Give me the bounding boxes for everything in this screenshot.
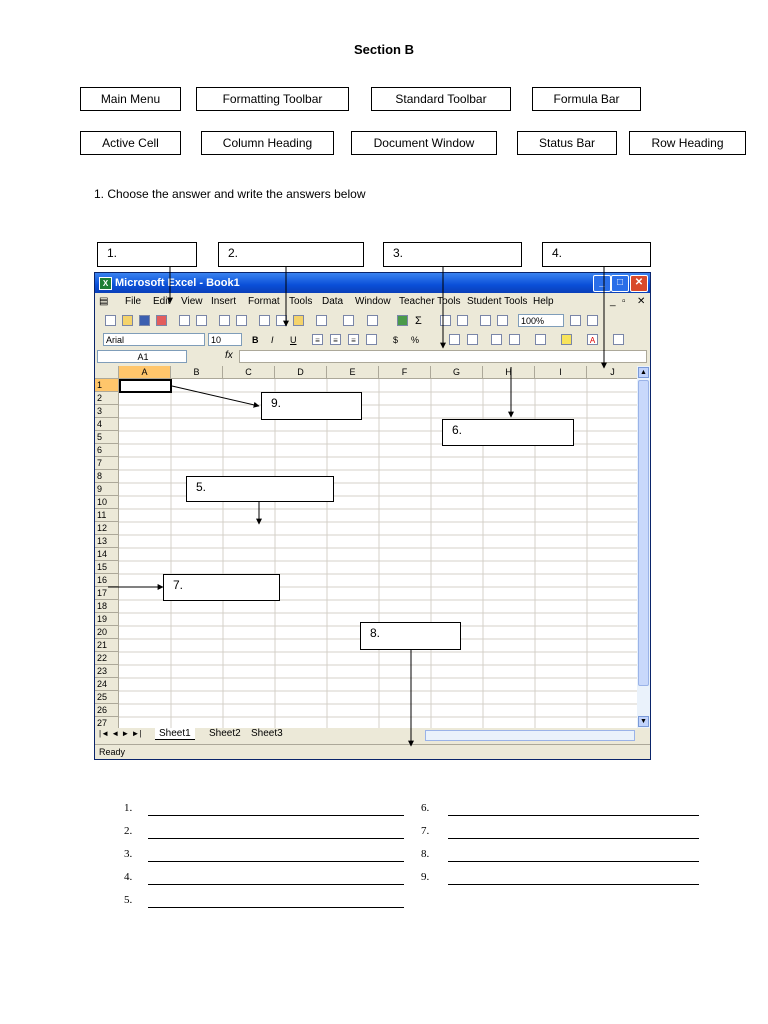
row-header-25[interactable]: 25 — [95, 691, 119, 704]
row-header-4[interactable]: 4 — [95, 418, 119, 431]
label-box-5: 5. — [186, 476, 334, 502]
bold-button[interactable]: B — [252, 335, 259, 345]
label-box-4: 4. — [542, 242, 651, 267]
row-header-12[interactable]: 12 — [95, 522, 119, 535]
align-left-icon[interactable]: ≡ — [312, 334, 323, 345]
answer-label-9: 9. — [421, 871, 430, 883]
row-header-9[interactable]: 9 — [95, 483, 119, 496]
option-standard-toolbar: Standard Toolbar — [371, 87, 511, 111]
option-column-heading: Column Heading — [201, 131, 334, 155]
menu-tools[interactable]: Tools — [289, 296, 313, 307]
font-color-icon[interactable]: A — [587, 334, 598, 345]
row-header-14[interactable]: 14 — [95, 548, 119, 561]
option-main-menu: Main Menu — [80, 87, 181, 111]
menu-view[interactable]: View — [181, 296, 203, 307]
answer-label-6: 6. — [421, 802, 430, 814]
answer-label-4: 4. — [124, 871, 133, 883]
answer-label-7: 7. — [421, 825, 430, 837]
column-header-e[interactable]: E — [327, 366, 379, 379]
status-text: Ready — [99, 747, 126, 757]
question-text: 1. Choose the answer and write the answers below — [94, 187, 366, 201]
row-header-27[interactable]: 27 — [95, 717, 119, 730]
row-header-1[interactable]: 1 — [95, 379, 119, 392]
column-header-g[interactable]: G — [431, 366, 483, 379]
column-header-i[interactable]: I — [535, 366, 587, 379]
column-header-d[interactable]: D — [275, 366, 327, 379]
excel-icon: X — [99, 277, 112, 290]
row-header-7[interactable]: 7 — [95, 457, 119, 470]
align-center-icon[interactable]: ≡ — [330, 334, 341, 345]
answer-line-9[interactable] — [448, 884, 699, 885]
row-header-17[interactable]: 17 — [95, 587, 119, 600]
arrow-9 — [172, 386, 259, 406]
row-header-26[interactable]: 26 — [95, 704, 119, 717]
row-header-15[interactable]: 15 — [95, 561, 119, 574]
row-header-18[interactable]: 18 — [95, 600, 119, 613]
option-status-bar: Status Bar — [517, 131, 617, 155]
italic-button[interactable]: I — [271, 335, 274, 345]
answer-line-6[interactable] — [448, 815, 699, 816]
label-box-9: 9. — [261, 392, 362, 420]
column-header-b[interactable]: B — [171, 366, 223, 379]
row-header-3[interactable]: 3 — [95, 405, 119, 418]
row-header-2[interactable]: 2 — [95, 392, 119, 405]
column-header-f[interactable]: F — [379, 366, 431, 379]
row-header-20[interactable]: 20 — [95, 626, 119, 639]
column-header-a[interactable]: A — [119, 366, 171, 379]
label-box-7: 7. — [163, 574, 280, 601]
font-name-select[interactable]: Arial — [103, 333, 205, 346]
label-box-1: 1. — [97, 242, 197, 267]
row-header-16[interactable]: 16 — [95, 574, 119, 587]
menu-window[interactable]: Window — [355, 296, 391, 307]
row-header-5[interactable]: 5 — [95, 431, 119, 444]
answer-label-3: 3. — [124, 848, 133, 860]
menu-edit[interactable]: Edit — [153, 296, 171, 307]
align-right-icon[interactable]: ≡ — [348, 334, 359, 345]
minimize-button[interactable]: _ — [593, 275, 611, 292]
row-header-23[interactable]: 23 — [95, 665, 119, 678]
option-active-cell: Active Cell — [80, 131, 181, 155]
window-title: Microsoft Excel - Book1 — [115, 277, 240, 289]
option-formatting-toolbar: Formatting Toolbar — [196, 87, 349, 111]
menu-format[interactable]: Format — [248, 296, 280, 307]
menu-file[interactable]: File — [125, 296, 142, 307]
option-row-heading: Row Heading — [629, 131, 746, 155]
row-header-10[interactable]: 10 — [95, 496, 119, 509]
maximize-button[interactable]: □ — [611, 275, 629, 292]
tab-sheet1[interactable]: Sheet1 — [155, 728, 195, 740]
answer-line-1[interactable] — [148, 815, 404, 816]
menu-teacher-tools[interactable]: Teacher Tools — [399, 296, 461, 307]
scroll-up-icon[interactable]: ▲ — [638, 367, 649, 378]
option-formula-bar: Formula Bar — [532, 87, 641, 111]
doc-close-icon[interactable]: ✕ — [637, 296, 646, 307]
option-document-window: Document Window — [351, 131, 497, 155]
menu-insert[interactable]: Insert — [211, 296, 237, 307]
answer-line-2[interactable] — [148, 838, 404, 839]
doc-icon[interactable]: ▤ — [99, 296, 109, 307]
menu-student-tools[interactable]: Student Tools — [467, 296, 528, 307]
scroll-down-icon[interactable]: ▼ — [638, 716, 649, 727]
label-box-6: 6. — [442, 419, 574, 446]
column-header-j[interactable]: J — [587, 366, 637, 379]
row-header-8[interactable]: 8 — [95, 470, 119, 483]
font-size-select[interactable]: 10 — [208, 333, 242, 346]
percent-button[interactable]: % — [411, 335, 420, 345]
tab-sheet2[interactable]: Sheet2 — [209, 728, 241, 739]
underline-button[interactable]: U — [290, 335, 297, 345]
doc-restore-icon[interactable]: ▫ — [622, 296, 626, 307]
answer-label-1: 1. — [124, 802, 133, 814]
row-header-6[interactable]: 6 — [95, 444, 119, 457]
tab-scroll-icons[interactable]: |◄ ◄ ► ►| — [99, 729, 142, 738]
doc-minimize-icon[interactable]: _ — [610, 296, 616, 307]
answer-line-5[interactable] — [148, 907, 404, 908]
row-header-21[interactable]: 21 — [95, 639, 119, 652]
answer-label-8: 8. — [421, 848, 430, 860]
column-header-c[interactable]: C — [223, 366, 275, 379]
autosum-icon[interactable]: Σ — [415, 315, 422, 327]
answer-line-4[interactable] — [148, 884, 404, 885]
row-header-11[interactable]: 11 — [95, 509, 119, 522]
zoom-select[interactable]: 100% — [518, 314, 564, 327]
section-title: Section B — [354, 42, 414, 57]
insert-function-icon[interactable]: fx — [225, 350, 233, 361]
menu-data[interactable]: Data — [322, 296, 344, 307]
tab-sheet3[interactable]: Sheet3 — [251, 728, 283, 739]
label-box-2: 2. — [218, 242, 364, 267]
row-header-22[interactable]: 22 — [95, 652, 119, 665]
row-header-13[interactable]: 13 — [95, 535, 119, 548]
answer-line-7[interactable] — [448, 838, 699, 839]
answer-label-5: 5. — [124, 894, 133, 906]
currency-button[interactable]: $ — [393, 335, 399, 345]
answer-line-3[interactable] — [148, 861, 404, 862]
answer-label-2: 2. — [124, 825, 133, 837]
answer-line-8[interactable] — [448, 861, 699, 862]
close-button[interactable]: ✕ — [630, 275, 648, 292]
menu-help[interactable]: Help — [533, 296, 554, 307]
name-box[interactable]: A1 — [97, 350, 187, 363]
row-header-19[interactable]: 19 — [95, 613, 119, 626]
row-header-24[interactable]: 24 — [95, 678, 119, 691]
label-box-3: 3. — [383, 242, 522, 267]
column-header-h[interactable]: H — [483, 366, 535, 379]
label-box-8: 8. — [360, 622, 461, 650]
